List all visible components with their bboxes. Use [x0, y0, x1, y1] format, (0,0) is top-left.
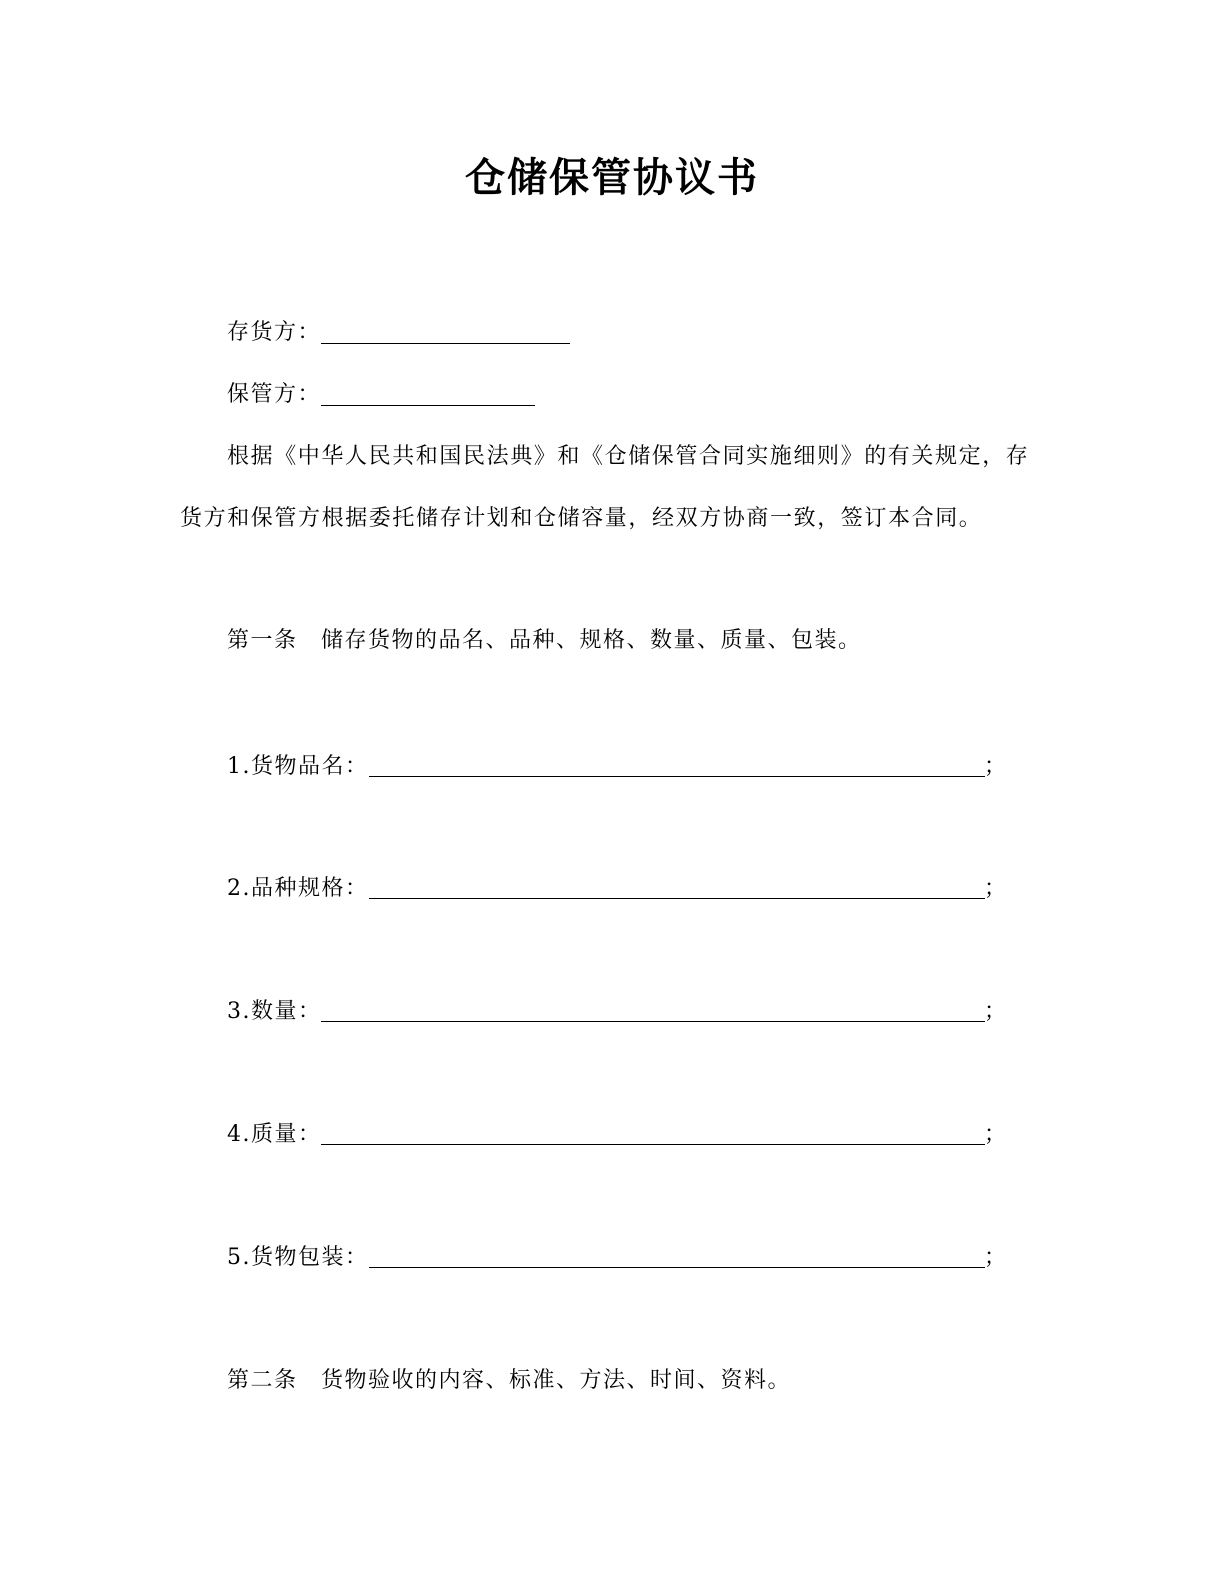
item-label: 3.数量： — [227, 999, 322, 1024]
depositor-blank — [321, 343, 570, 344]
item-end: ； — [984, 754, 1008, 779]
item-end: ； — [984, 999, 1008, 1024]
item-blank — [369, 898, 985, 899]
preamble-line-2: 货方和保管方根据委托储存计划和仓储容量，经双方协商一致，签订本合同。 — [180, 506, 983, 531]
document-title: 仓储保管协议书 — [465, 155, 759, 201]
custodian-label: 保管方： — [227, 382, 322, 407]
item-end: ； — [984, 1245, 1008, 1270]
item-end: ； — [984, 876, 1008, 901]
depositor-label: 存货方： — [227, 320, 322, 345]
item-label: 4.质量： — [227, 1122, 322, 1147]
article-1-heading: 第一条 储存货物的品名、品种、规格、数量、质量、包装。 — [227, 628, 862, 653]
article-2-heading: 第二条 货物验收的内容、标准、方法、时间、资料。 — [227, 1368, 792, 1393]
item-blank — [369, 1267, 985, 1268]
item-blank — [321, 1144, 985, 1145]
item-end: ； — [984, 1122, 1008, 1147]
custodian-blank — [321, 405, 535, 406]
item-blank — [369, 776, 985, 777]
item-label: 2.品种规格： — [227, 876, 369, 901]
item-label: 5.货物包装： — [227, 1245, 369, 1270]
item-label: 1.货物品名： — [227, 754, 369, 779]
item-blank — [321, 1021, 985, 1022]
preamble-line-1: 根据《中华人民共和国民法典》和《仓储保管合同实施细则》的有关规定，存 — [227, 444, 1030, 469]
